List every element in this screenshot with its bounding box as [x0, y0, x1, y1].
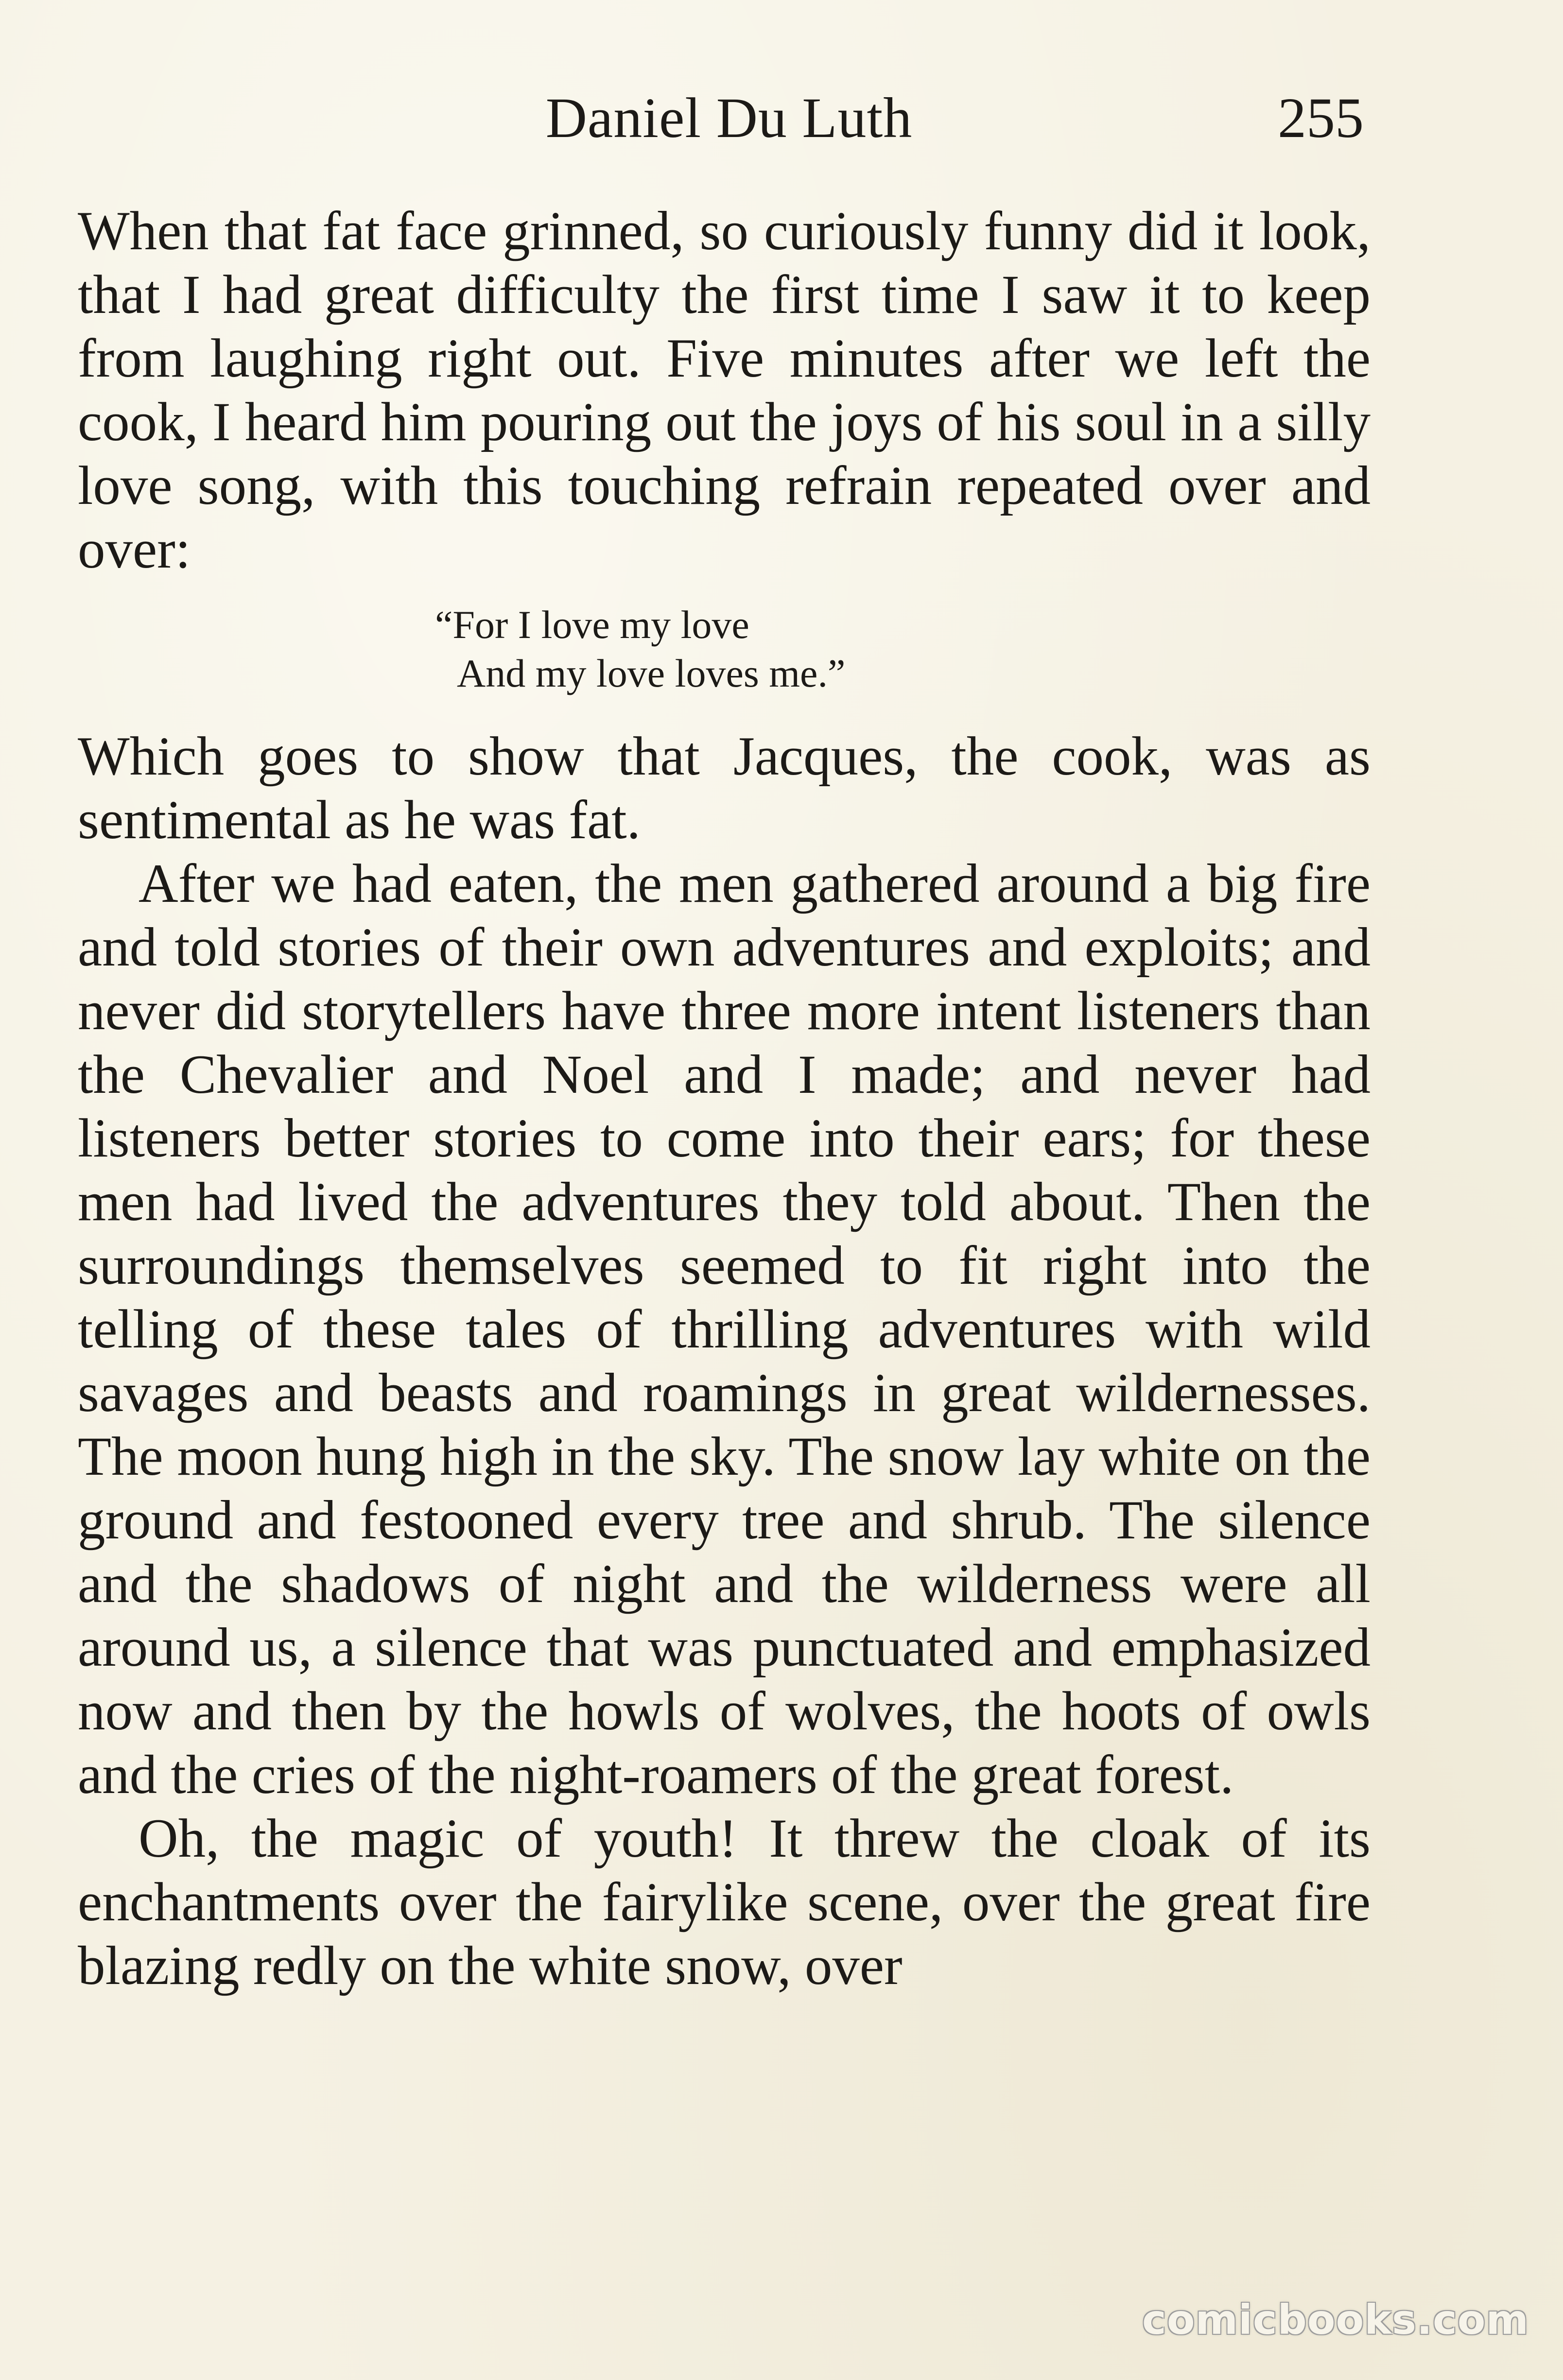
page-number: 255	[1278, 86, 1364, 150]
paragraph-4: Oh, the magic of youth! It threw the cloak of its enchantments over the fairylike scene, over the great fire blazing redly on the white snow, over	[78, 1808, 1371, 1996]
site-watermark: comicbooks.com	[1142, 2296, 1529, 2344]
page-header	[0, 85, 1563, 158]
paragraph-1: When that fat face grinned, so curiously funny did it look, that I had great difficulty the first time I saw it to keep from laughing right out. Five minutes after we left the cook, I heard him pouring out the joys of his soul in a silly love song, with this touching refrain repeated over and over:	[78, 201, 1371, 580]
paragraph-3: After we had eaten, the men gathered around a big fire and told stories of their own adventures and exploits; and never did storytellers have three more intent listeners than the Chevalier and Noel and I made; and never had listeners better stories to come into their ears; for these men had lived the adventures they told about. Then the surroundings themselves seemed to fit right into the telling of these tales of thrilling adventures with wild savages and beasts and roamings in great wildernesses. The moon hung high in the sky. The snow lay white on the ground and festooned every tree and shrub. The silence and the shadows of night and the wilderness were all around us, a silence that was punctuated and emphasized now and then by the howls of wolves, the hoots of owls and the cries of the night-roamers of the great forest.	[78, 853, 1371, 1805]
verse-quote	[78, 601, 1371, 698]
running-title: Daniel Du Luth	[545, 86, 913, 150]
paragraph-2: Which goes to show that Jacques, the cook, was as sentimental as he was fat.	[78, 726, 1371, 850]
verse-line-1: “For I love my love	[435, 603, 749, 647]
body-text	[78, 199, 1371, 1998]
verse-line-2: And my love loves me.”	[457, 651, 846, 695]
